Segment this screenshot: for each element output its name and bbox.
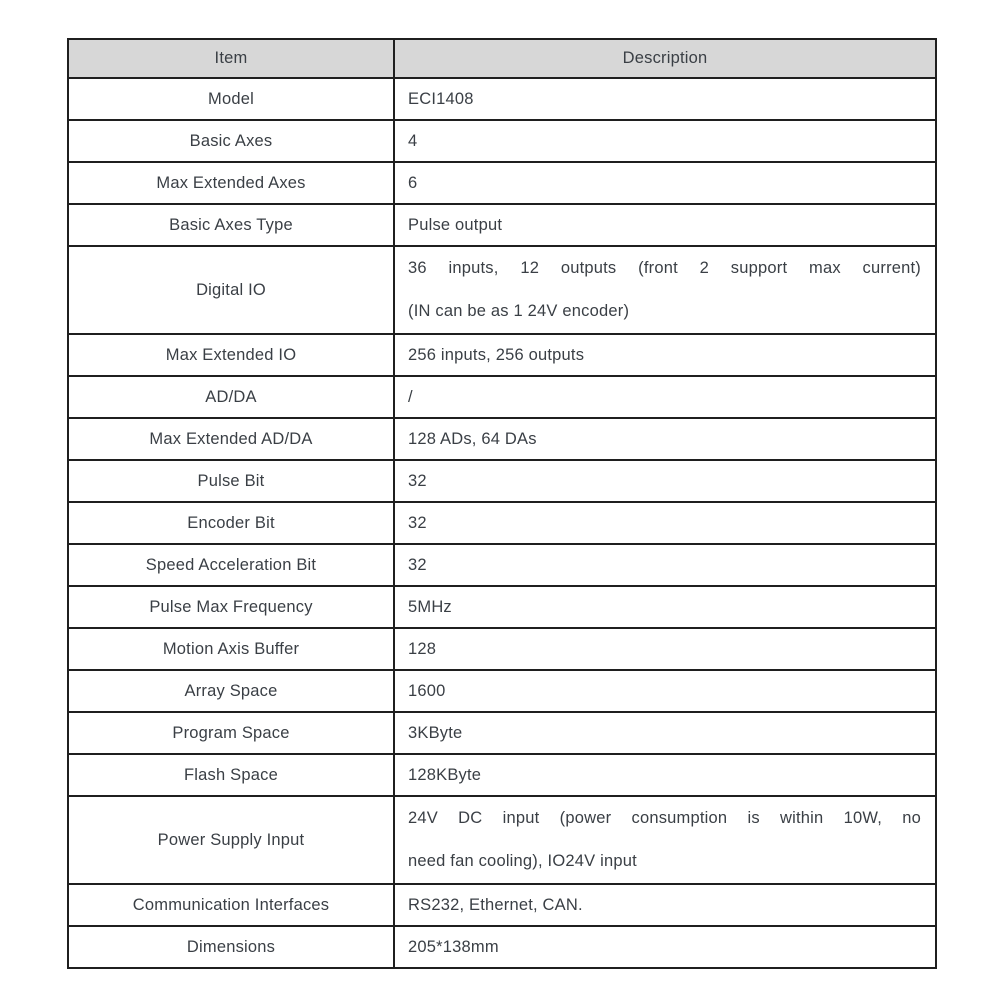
table-row — [68, 502, 936, 544]
description-line: 32 — [408, 555, 427, 574]
item-cell: Motion Axis Buffer — [68, 628, 394, 670]
item-cell: Speed Acceleration Bit — [68, 544, 394, 586]
description-line: 128 — [408, 639, 437, 658]
item-cell: Array Space — [68, 670, 394, 712]
description-line: 1600 — [408, 681, 446, 700]
description-cell — [394, 246, 936, 334]
description-cell — [394, 628, 936, 670]
table-row — [68, 926, 936, 968]
table-row — [68, 460, 936, 502]
table-row — [68, 754, 936, 796]
description-line: 6 — [408, 173, 418, 192]
description-line: 32 — [408, 513, 427, 532]
description-cell — [394, 544, 936, 586]
item-cell: Program Space — [68, 712, 394, 754]
table-row — [68, 586, 936, 628]
table-row — [68, 418, 936, 460]
description-cell — [394, 670, 936, 712]
description-cell — [394, 502, 936, 544]
item-cell: AD/DA — [68, 376, 394, 418]
description-cell — [394, 884, 936, 926]
item-cell: Digital IO — [68, 246, 394, 334]
description-line: 256 inputs, 256 outputs — [408, 345, 585, 364]
table-row — [68, 120, 936, 162]
description-line: 36 inputs, 12 outputs (front 2 support max current) — [408, 259, 921, 277]
description-cell — [394, 376, 936, 418]
description-line: / — [408, 387, 413, 406]
description-line: 205*138mm — [408, 937, 499, 956]
description-line: 4 — [408, 131, 418, 150]
item-cell: Power Supply Input — [68, 796, 394, 884]
item-cell: Max Extended AD/DA — [68, 418, 394, 460]
table-row — [68, 78, 936, 120]
spec-table — [67, 38, 937, 969]
item-cell: Encoder Bit — [68, 502, 394, 544]
description-line: (IN can be as 1 24V encoder) — [408, 302, 630, 320]
table-row — [68, 204, 936, 246]
description-line: Pulse output — [408, 215, 503, 234]
description-cell — [394, 460, 936, 502]
item-cell: Dimensions — [68, 926, 394, 968]
description-cell — [394, 120, 936, 162]
description-cell — [394, 418, 936, 460]
description-line: need fan cooling), IO24V input — [408, 852, 637, 870]
description-cell — [394, 926, 936, 968]
description-line: 128 ADs, 64 DAs — [408, 429, 537, 448]
description-line: 3KByte — [408, 723, 463, 742]
spec-table-body — [68, 78, 936, 968]
item-cell: Basic Axes — [68, 120, 394, 162]
table-row — [68, 246, 936, 334]
description-cell — [394, 204, 936, 246]
table-row — [68, 162, 936, 204]
item-cell: Max Extended IO — [68, 334, 394, 376]
header-item: Item — [68, 39, 394, 78]
description-line: 24V DC input (power consumption is within 10W, no — [408, 809, 921, 827]
description-line: ECI1408 — [408, 89, 474, 108]
header-row — [68, 39, 936, 78]
item-cell: Max Extended Axes — [68, 162, 394, 204]
table-row — [68, 796, 936, 884]
description-cell — [394, 334, 936, 376]
description-cell — [394, 586, 936, 628]
item-cell: Pulse Bit — [68, 460, 394, 502]
description-cell — [394, 712, 936, 754]
description-line: 32 — [408, 471, 427, 490]
description-cell — [394, 796, 936, 884]
table-row — [68, 884, 936, 926]
item-cell: Communication Interfaces — [68, 884, 394, 926]
item-cell: Pulse Max Frequency — [68, 586, 394, 628]
table-row — [68, 628, 936, 670]
item-cell: Flash Space — [68, 754, 394, 796]
description-line: 128KByte — [408, 765, 482, 784]
header-description: Description — [394, 39, 936, 78]
description-line: RS232, Ethernet, CAN. — [408, 895, 583, 914]
table-row — [68, 334, 936, 376]
table-row — [68, 544, 936, 586]
description-cell — [394, 754, 936, 796]
description-cell — [394, 78, 936, 120]
description-line: 5MHz — [408, 597, 452, 616]
table-row — [68, 712, 936, 754]
table-row — [68, 670, 936, 712]
description-cell — [394, 162, 936, 204]
table-row — [68, 376, 936, 418]
item-cell: Basic Axes Type — [68, 204, 394, 246]
item-cell: Model — [68, 78, 394, 120]
